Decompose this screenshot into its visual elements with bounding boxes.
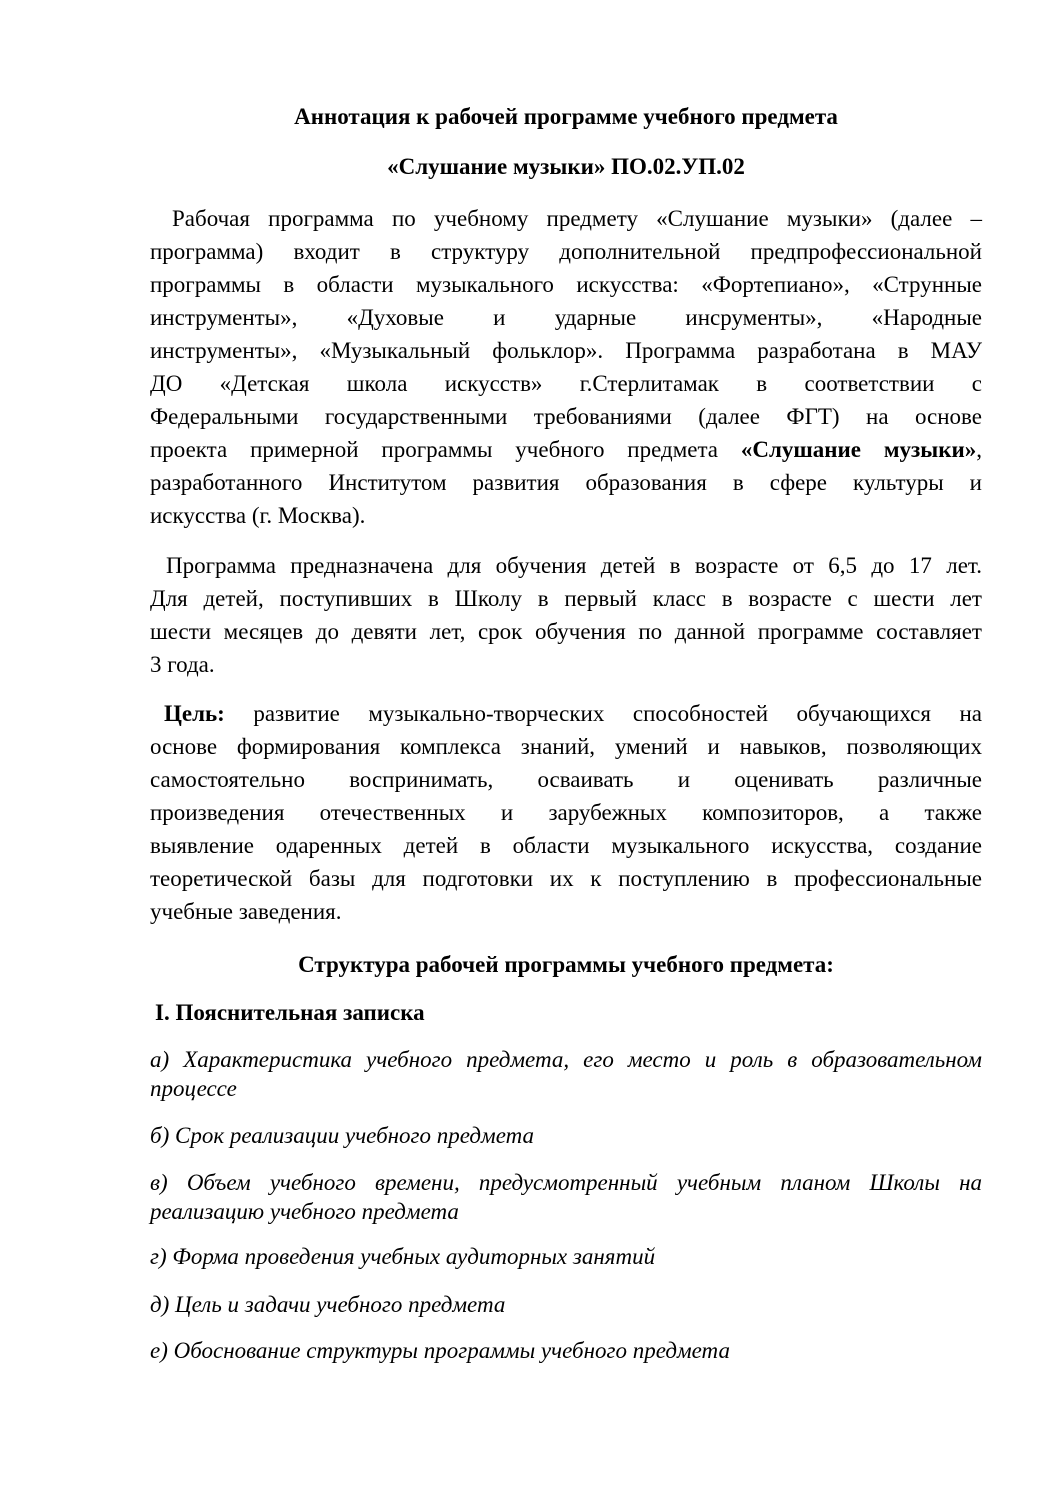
- paragraph-line: программа) входит в структуру дополнительной предпрофессиональной: [150, 239, 982, 264]
- paragraph-text: проекта примерной программы учебного предмета: [150, 437, 741, 462]
- paragraph-line: теоретической базы для подготовки их к поступлению в профессиональные: [150, 866, 982, 891]
- list-item: [150, 1121, 982, 1150]
- paragraph-line: выявление одаренных детей в области музыкального искусства, создание: [150, 833, 982, 858]
- structure-heading: Структура рабочей программы учебного предмета:: [298, 952, 834, 977]
- paragraph-line: 3 года.: [150, 652, 215, 677]
- goal-label: Цель:: [164, 701, 225, 726]
- list-item-line: реализацию учебного предмета: [150, 1199, 459, 1224]
- list-item-line: б) Срок реализации учебного предмета: [150, 1123, 535, 1148]
- paragraph-line: шести месяцев до девяти лет, срок обучения по данной программе составляет: [150, 619, 982, 644]
- document-title-line-1: Аннотация к рабочей программе учебного предмета: [294, 104, 838, 129]
- paragraph-line: основе формирования комплекса знаний, умений и навыков, позволяющих: [150, 734, 982, 759]
- paragraph-line: искусства (г. Москва).: [150, 503, 366, 528]
- paragraph-line: инструменты», «Духовые и ударные инсрументы», «Народные: [150, 305, 982, 330]
- paragraph-program-goal: [150, 697, 982, 928]
- paragraph-line: Рабочая программа по учебному предмету «Слушание музыки» (далее –: [172, 206, 982, 231]
- paragraph-line: ДО «Детская школа искусств» г.Стерлитамак в соответствии с: [150, 371, 982, 396]
- list-item-line: е) Обоснование структуры программы учебного предмета: [150, 1338, 730, 1363]
- paragraph-line-with-label: [150, 697, 982, 730]
- paragraph-program-description: [150, 202, 982, 532]
- list-item: [150, 1336, 982, 1365]
- list-item: [150, 1045, 982, 1103]
- list-item-line: процессе: [150, 1076, 237, 1101]
- paragraph-line: самостоятельно воспринимать, осваивать и оценивать различные: [150, 767, 982, 792]
- paragraph-line: Федеральными государственными требованиями (далее ФГТ) на основе: [150, 404, 982, 429]
- list-item: [150, 1168, 982, 1226]
- paragraph-program-duration: [150, 549, 982, 681]
- paragraph-line: программы в области музыкального искусства: «Фортепиано», «Струнные: [150, 272, 982, 297]
- list-item: [150, 1242, 982, 1271]
- paragraph-line: Для детей, поступивших в Школу в первый класс в возрасте с шести лет: [150, 586, 982, 611]
- paragraph-line: инструменты», «Музыкальный фольклор». Программа разработана в МАУ: [150, 338, 982, 363]
- list-item-line: в) Объем учебного времени, предусмотренный учебным планом Школы на: [150, 1170, 982, 1195]
- subject-name-bold: «Слушание музыки»: [740, 437, 977, 462]
- list-item-line: а) Характеристика учебного предмета, его место и роль в образовательном: [150, 1047, 982, 1072]
- paragraph-line: учебные заведения.: [150, 899, 342, 924]
- paragraph-line: разработанного Институтом развития образования в сфере культуры и: [150, 470, 982, 495]
- paragraph-line: произведения отечественных и зарубежных композиторов, а также: [150, 800, 982, 825]
- list-item: [150, 1290, 982, 1319]
- paragraph-line-with-bold: [150, 433, 982, 466]
- list-item-line: г) Форма проведения учебных аудиторных занятий: [150, 1244, 656, 1269]
- document-title-line-2: «Слушание музыки» ПО.02.УП.02: [387, 154, 745, 179]
- paragraph-text: ,: [976, 437, 982, 462]
- section-heading: I. Пояснительная записка: [155, 1000, 425, 1025]
- paragraph-text: развитие музыкально-творческих способностей обучающихся на: [224, 701, 982, 726]
- list-item-line: д) Цель и задачи учебного предмета: [150, 1292, 506, 1317]
- paragraph-line: Программа предназначена для обучения детей в возрасте от 6,5 до 17 лет.: [166, 553, 982, 578]
